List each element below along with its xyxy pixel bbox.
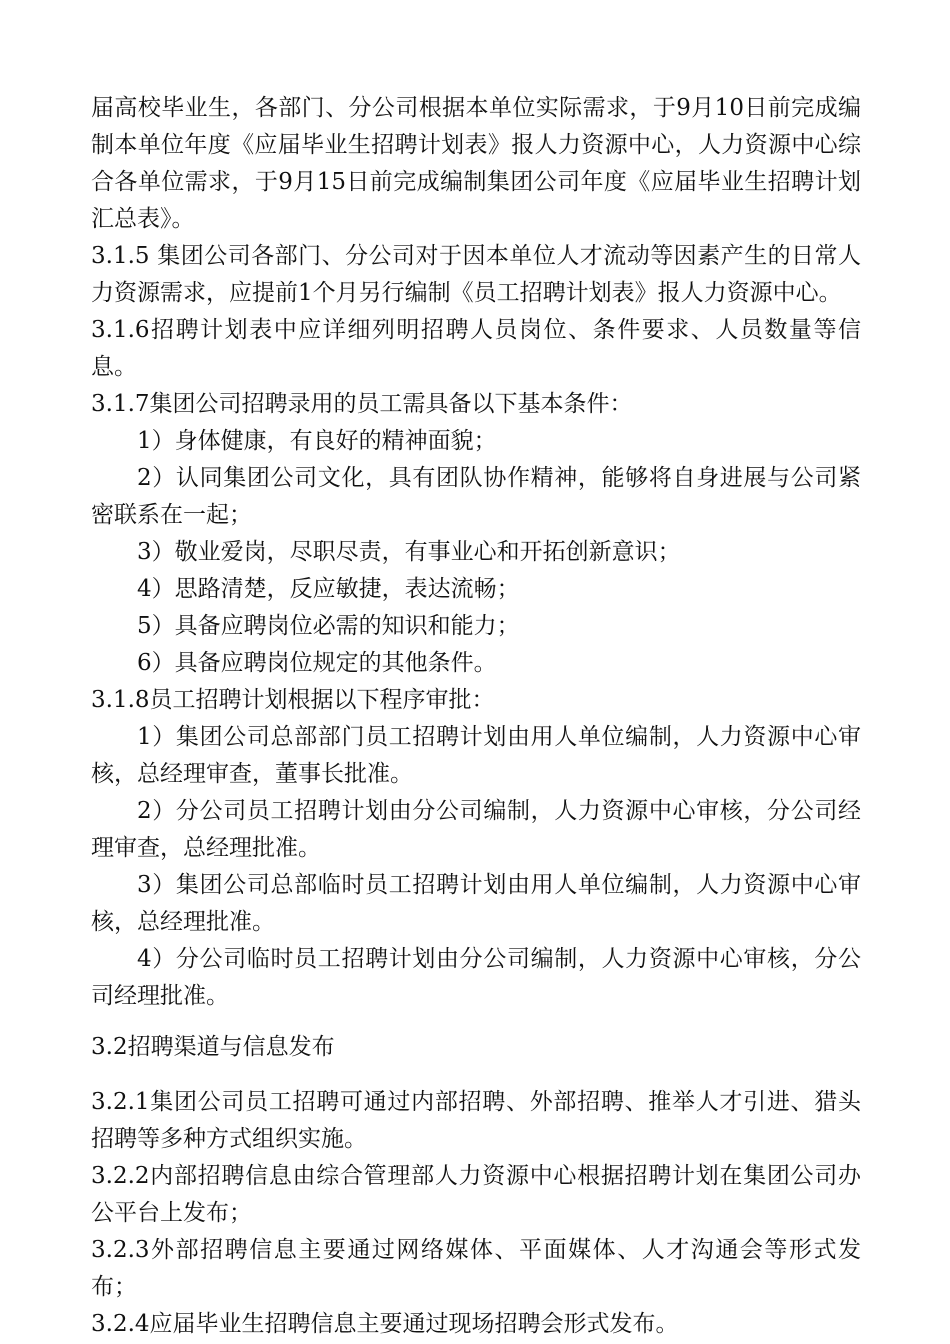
paragraph-3-2-4: 3.2.4应届毕业生招聘信息主要通过现场招聘会形式发布。 bbox=[91, 1311, 679, 1337]
list-item-approval-1: 1）集团公司总部部门员工招聘计划由用人单位编制，人力资源中心审核，总经理审查，董事长批准。 bbox=[91, 724, 861, 787]
list-item-approval-4: 4）分公司临时员工招聘计划由分公司编制，人力资源中心审核，分公司经理批准。 bbox=[91, 946, 861, 1009]
paragraph-3-2-1: 3.2.1集团公司员工招聘可通过内部招聘、外部招聘、推举人才引进、猎头招聘等多种方式组织实施。 bbox=[91, 1089, 861, 1152]
paragraph-3-1-8: 3.1.8员工招聘计划根据以下程序审批： bbox=[91, 687, 495, 713]
list-item-approval-2: 2）分公司员工招聘计划由分公司编制，人力资源中心审核，分公司经理审查，总经理批准。 bbox=[91, 798, 861, 861]
paragraph-graduate-plan: 届高校毕业生，各部门、分公司根据本单位实际需求，于9月10日前完成编制本单位年度《应届毕业生招聘计划表》报人力资源中心，人力资源中心综合各单位需求，于9月15日前完成编制集团公司年度《应届毕业生招聘计划汇总表》。 bbox=[91, 95, 861, 232]
list-item-approval-3: 3）集团公司总部临时员工招聘计划由用人单位编制，人力资源中心审核，总经理批准。 bbox=[91, 872, 861, 935]
paragraph-3-2-3: 3.2.3外部招聘信息主要通过网络媒体、平面媒体、人才沟通会等形式发布； bbox=[91, 1237, 861, 1300]
paragraph-3-2-2: 3.2.2内部招聘信息由综合管理部人力资源中心根据招聘计划在集团公司办公平台上发布； bbox=[91, 1163, 861, 1226]
document-body bbox=[91, 90, 861, 1343]
list-item-condition-3: 3）敬业爱岗，尽职尽责，有事业心和开拓创新意识； bbox=[137, 539, 681, 565]
list-item-condition-2: 2）认同集团公司文化，具有团队协作精神，能够将自身进展与公司紧密联系在一起； bbox=[91, 465, 861, 528]
list-item-condition-5: 5）具备应聘岗位必需的知识和能力； bbox=[137, 613, 520, 639]
list-item-condition-1: 1）身体健康，有良好的精神面貌； bbox=[137, 428, 497, 454]
paragraph-3-1-6: 3.1.6招聘计划表中应详细列明招聘人员岗位、条件要求、人员数量等信息。 bbox=[91, 317, 861, 380]
list-item-condition-4: 4）思路清楚，反应敏捷，表达流畅； bbox=[137, 576, 520, 602]
list-item-condition-6: 6）具备应聘岗位规定的其他条件。 bbox=[137, 650, 497, 676]
section-heading-3-2: 3.2招聘渠道与信息发布 bbox=[91, 1034, 335, 1060]
paragraph-3-1-7: 3.1.7集团公司招聘录用的员工需具备以下基本条件： bbox=[91, 391, 633, 417]
paragraph-3-1-5: 3.1.5 集团公司各部门、分公司对于因本单位人才流动等因素产生的日常人力资源需求，应提前1个月另行编制《员工招聘计划表》报人力资源中心。 bbox=[91, 243, 861, 306]
